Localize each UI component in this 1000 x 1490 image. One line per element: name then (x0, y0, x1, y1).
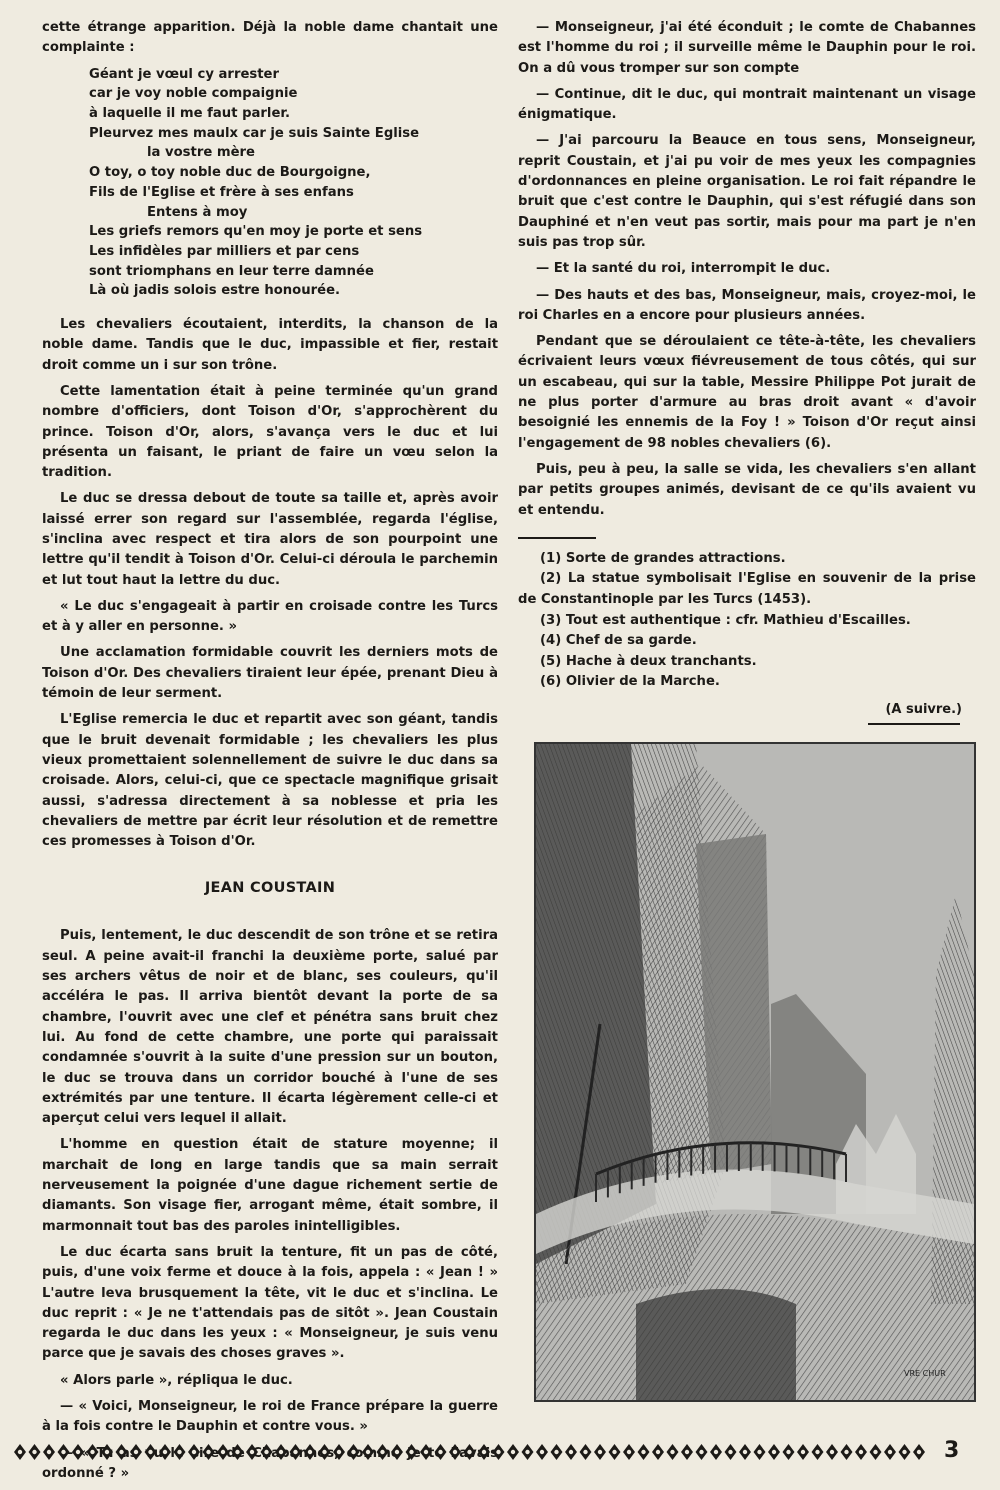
border-motif (116, 1444, 128, 1460)
border-motif (261, 1444, 273, 1460)
border-motif (217, 1444, 229, 1460)
paragraph: — « Voici, Monseigneur, le roi de France prépare la guerre à la fois contre le Dauphin et contre vous. » (42, 1398, 498, 1435)
poem-line: Géant je vœul cy arrester (89, 66, 279, 82)
a-suivre-underline (868, 723, 960, 725)
border-motif (855, 1444, 867, 1460)
paragraph: L'Eglise remercia le duc et repartit avec son géant, tandis que le bruit devenait formidable ; les chevaliers les plus vieux promettaient solennellement de suivre le duc dans sa croisade. Alors, celui-ci, que ce spectacle magnifique grisait aussi, s'adressa directement à sa noblesse et pria les chevaliers de mettre par écrit leur résolution et de remettre ces promesses à Toison d'Or. (42, 712, 498, 850)
border-motif (551, 1444, 563, 1460)
paragraph: — J'ai parcouru la Beauce en tous sens, Monseigneur, reprit Coustain, et j'ai pu voir de mes yeux les compagnies d'ordonnances en pleine organisation. Le roi fait répandre le bruit que c'est contre le Dauphin, qui s'est réfugié dans son Dauphiné et n'en veut pas sortir, mais pour ma part je n'en suis pas trop sûr. (518, 133, 976, 250)
border-motif (812, 1444, 824, 1460)
paragraph: Puis, peu à peu, la salle se vida, les chevaliers s'en allant par petits groupes animés, devisant de ce qu'ils avaient vu et entendu. (518, 461, 976, 518)
footnote: (3) Tout est authentique : cfr. Mathieu d'Escailles. (540, 612, 911, 628)
border-motif (739, 1444, 751, 1460)
footnote: (5) Hache à deux tranchants. (540, 653, 757, 669)
paragraph: Le duc se dressa debout de toute sa taille et, après avoir laissé errer son regard sur l'assemblée, regarda l'église, s'inclina avec respect et tira alors de son pourpoint une lettre qu'il tendit à Toison d'Or. Celui-ci déroula le parchemin et lut tout haut la lettre du duc. (42, 491, 498, 588)
paragraph: Les chevaliers écoutaient, interdits, la chanson de la noble dame. Tandis que le duc, impassible et fier, restait droit comme un i sur son trône. (42, 317, 498, 373)
border-motif (246, 1444, 258, 1460)
border-motif (623, 1444, 635, 1460)
border-motif (203, 1444, 215, 1460)
paragraph: Puis, lentement, le duc descendit de son trône et se retira seul. A peine avait-il franchi la deuxième porte, salué par ses archers vêtus de noir et de blanc, ses couleurs, qu'il accéléra le pas. Il arriva bientôt devant la porte de sa chambre, l'ouvrit avec une clef et pénétra sans bruit chez lui. Au fond de cette chambre, une porte qui paraissait condamnée s'ouvrit à la suite d'une pression sur un bouton, le duc se trouva dans un corridor bouché à l'une de ses extrémités par une tenture. Il écarta légèrement celle-ci et aperçut celui vers lequel il allait. (42, 928, 498, 1127)
paragraph: — Continue, dit le duc, qui montrait maintenant un visage énigmatique. (518, 86, 976, 123)
poem-line: Là où jadis solois estre honourée. (89, 283, 341, 299)
border-motif (232, 1444, 244, 1460)
border-motif (754, 1444, 766, 1460)
poem-complainte (42, 65, 498, 301)
border-motif (101, 1444, 113, 1460)
border-motif (652, 1444, 664, 1460)
border-motif (188, 1444, 200, 1460)
left-paragraphs-after-heading (42, 926, 498, 1484)
border-motif (406, 1444, 418, 1460)
border-motif (609, 1444, 621, 1460)
border-motif (594, 1444, 606, 1460)
border-motif (304, 1444, 316, 1460)
paragraph: Pendant que se déroulaient ce tête-à-tête, les chevaliers écrivaient leurs vœux fiévreusement de tous côtés, qui sur un escabeau, qui sur la table, Messire Philippe Pot jurait de ne plus porter d'armure au bras droit avant « d'avoir besoignié les ennemis de la Foy ! » Toison d'Or reçut ainsi l'engagement de 98 nobles chevaliers (6). (518, 334, 976, 451)
poem-line: sont triomphans en leur terre damnée (89, 263, 374, 279)
border-motif (420, 1444, 432, 1460)
border-motif (725, 1444, 737, 1460)
paragraph: Cette lamentation était à peine terminée qu'un grand nombre d'officiers, dont Toison d'Or, s'approchèrent du prince. Toison d'Or, alors, s'avança vers le duc et lui présenta un faisant, le priant de faire un vœu selon la tradition. (42, 383, 498, 481)
paragraph: « as ordonné ? » (42, 1445, 138, 1481)
paragraph: L'homme en question était de stature moyenne; il marchait de long en large tandis que sa main serrait nerveusement la poignée d'une dague richement sertie de diamants. Son visage fier, arrogant même, était sombre, il marmonnait tout bas des paroles inintelligibles. (42, 1137, 498, 1234)
page-number: 3 (944, 1438, 960, 1463)
border-motif (478, 1444, 490, 1460)
border-motif (899, 1444, 911, 1460)
decorative-bottom-border (12, 1434, 988, 1470)
border-motif (826, 1444, 838, 1460)
poem-line: à laquelle il me faut parler. (89, 106, 291, 121)
border-motif (58, 1444, 70, 1460)
poem-line: Les infidèles par milliers et par cens (89, 243, 360, 259)
paragraph: « Alors parle », répliqua le duc. (60, 1372, 293, 1388)
border-motif (29, 1444, 41, 1460)
border-motif (362, 1444, 374, 1460)
footnote: (4) Chef de sa garde. (540, 633, 697, 649)
poem-line: O toy, o toy noble duc de Bourgoigne, (89, 165, 371, 181)
footnotes-list (518, 549, 976, 693)
poem-line: Fils de l'Eglise et frère à ses enfans (89, 184, 354, 200)
paragraph: — Monseigneur, j'ai été éconduit ; le comte de Chabannes est l'homme du roi ; il surveille même le Dauphin pour le roi. On a dû vous tromper sur son compte (518, 20, 976, 76)
border-motif (522, 1444, 534, 1460)
poem-line: car je voy noble compaignie (89, 86, 298, 102)
poem-line: la vostre mère (147, 145, 255, 161)
border-motif (130, 1444, 142, 1460)
border-motif (391, 1444, 403, 1460)
section-heading: JEAN COUSTAIN (204, 880, 336, 897)
paragraph: — Et la santé du roi, interrompit le duc. (536, 261, 831, 277)
border-motif (87, 1444, 99, 1460)
footnote-separator (518, 537, 596, 539)
border-motif (884, 1444, 896, 1460)
border-motif (72, 1444, 84, 1460)
artist-signature: VRE CHUR (904, 1369, 946, 1378)
border-motif (870, 1444, 882, 1460)
border-motif (913, 1444, 925, 1460)
border-motif (348, 1444, 360, 1460)
border-motif (768, 1444, 780, 1460)
border-motif (841, 1444, 853, 1460)
border-motif (710, 1444, 722, 1460)
footnote: (2) La statue symbolisait l'Eglise en souvenir de la prise de Constantinople par les Turcs (1453). (518, 571, 976, 608)
border-motif (319, 1444, 331, 1460)
border-motif (797, 1444, 809, 1460)
poem-line: Les griefs remors qu'en moy je porte et sens (89, 224, 423, 240)
border-motif (377, 1444, 389, 1460)
paragraph: — Des hauts et des bas, Monseigneur, mais, croyez-moi, le roi Charles en a encore pour plusieurs années. (518, 287, 976, 323)
border-motif (14, 1444, 26, 1460)
left-paragraphs (42, 315, 498, 852)
border-motif (565, 1444, 577, 1460)
border-motif (667, 1444, 679, 1460)
border-motif (159, 1444, 171, 1460)
border-motif (507, 1444, 519, 1460)
footnote: (1) Sorte de grandes attractions. (540, 550, 786, 566)
poem-line: Entens à moy (147, 204, 248, 220)
border-motif (464, 1444, 476, 1460)
intro-paragraph: cette étrange apparition. Déjà la noble dame chantait une complainte : (42, 20, 498, 56)
paragraph: « Le duc s'engageait à partir en croisade contre les Turcs et à y aller en personne. » (42, 598, 498, 635)
paragraph: Le duc écarta sans bruit la tenture, fit un pas de côté, puis, d'une voix ferme et douce à la fois, appela : « Jean ! » L'autre leva brusquement la tête, vit le duc et s'inclina. Le duc reprit : « Je ne t'attendais pas de sitôt ». Jean Coustain regarda le duc dans les yeux : « Monseigneur, je suis venu parce que je savais des choses graves ». (42, 1244, 498, 1362)
border-motif (638, 1444, 650, 1460)
border-motif (696, 1444, 708, 1460)
poem-line: Pleurvez mes maulx car je suis Sainte Eglise (89, 125, 420, 141)
left-text-column (42, 18, 498, 1490)
right-paragraphs (518, 18, 976, 521)
border-motif (43, 1444, 55, 1460)
border-motifs (14, 1444, 925, 1460)
border-motif (449, 1444, 461, 1460)
intro-block (42, 18, 498, 59)
paragraph: Une acclamation formidable couvrit les derniers mots de Toison d'Or. Des chevaliers tiraient leur épée, prenant Dieu à témoin de leur serment. (42, 645, 498, 702)
border-motif (174, 1444, 186, 1460)
illustration-drawing (536, 744, 974, 1400)
border-motif (681, 1444, 693, 1460)
border-motif (783, 1444, 795, 1460)
border-motif (275, 1444, 287, 1460)
border-motif (493, 1444, 505, 1460)
footnote: (6) Olivier de la Marche. (540, 674, 720, 690)
border-motif (290, 1444, 302, 1460)
right-text-column (518, 18, 976, 725)
bridge-arch-shadow (636, 1289, 796, 1400)
border-motif (536, 1444, 548, 1460)
illustration-canal-bridge (534, 742, 976, 1402)
border-motif (145, 1444, 157, 1460)
border-motif (580, 1444, 592, 1460)
a-suivre-label: (A suivre.) (885, 701, 962, 717)
border-motif (435, 1444, 447, 1460)
border-motif (333, 1444, 345, 1460)
